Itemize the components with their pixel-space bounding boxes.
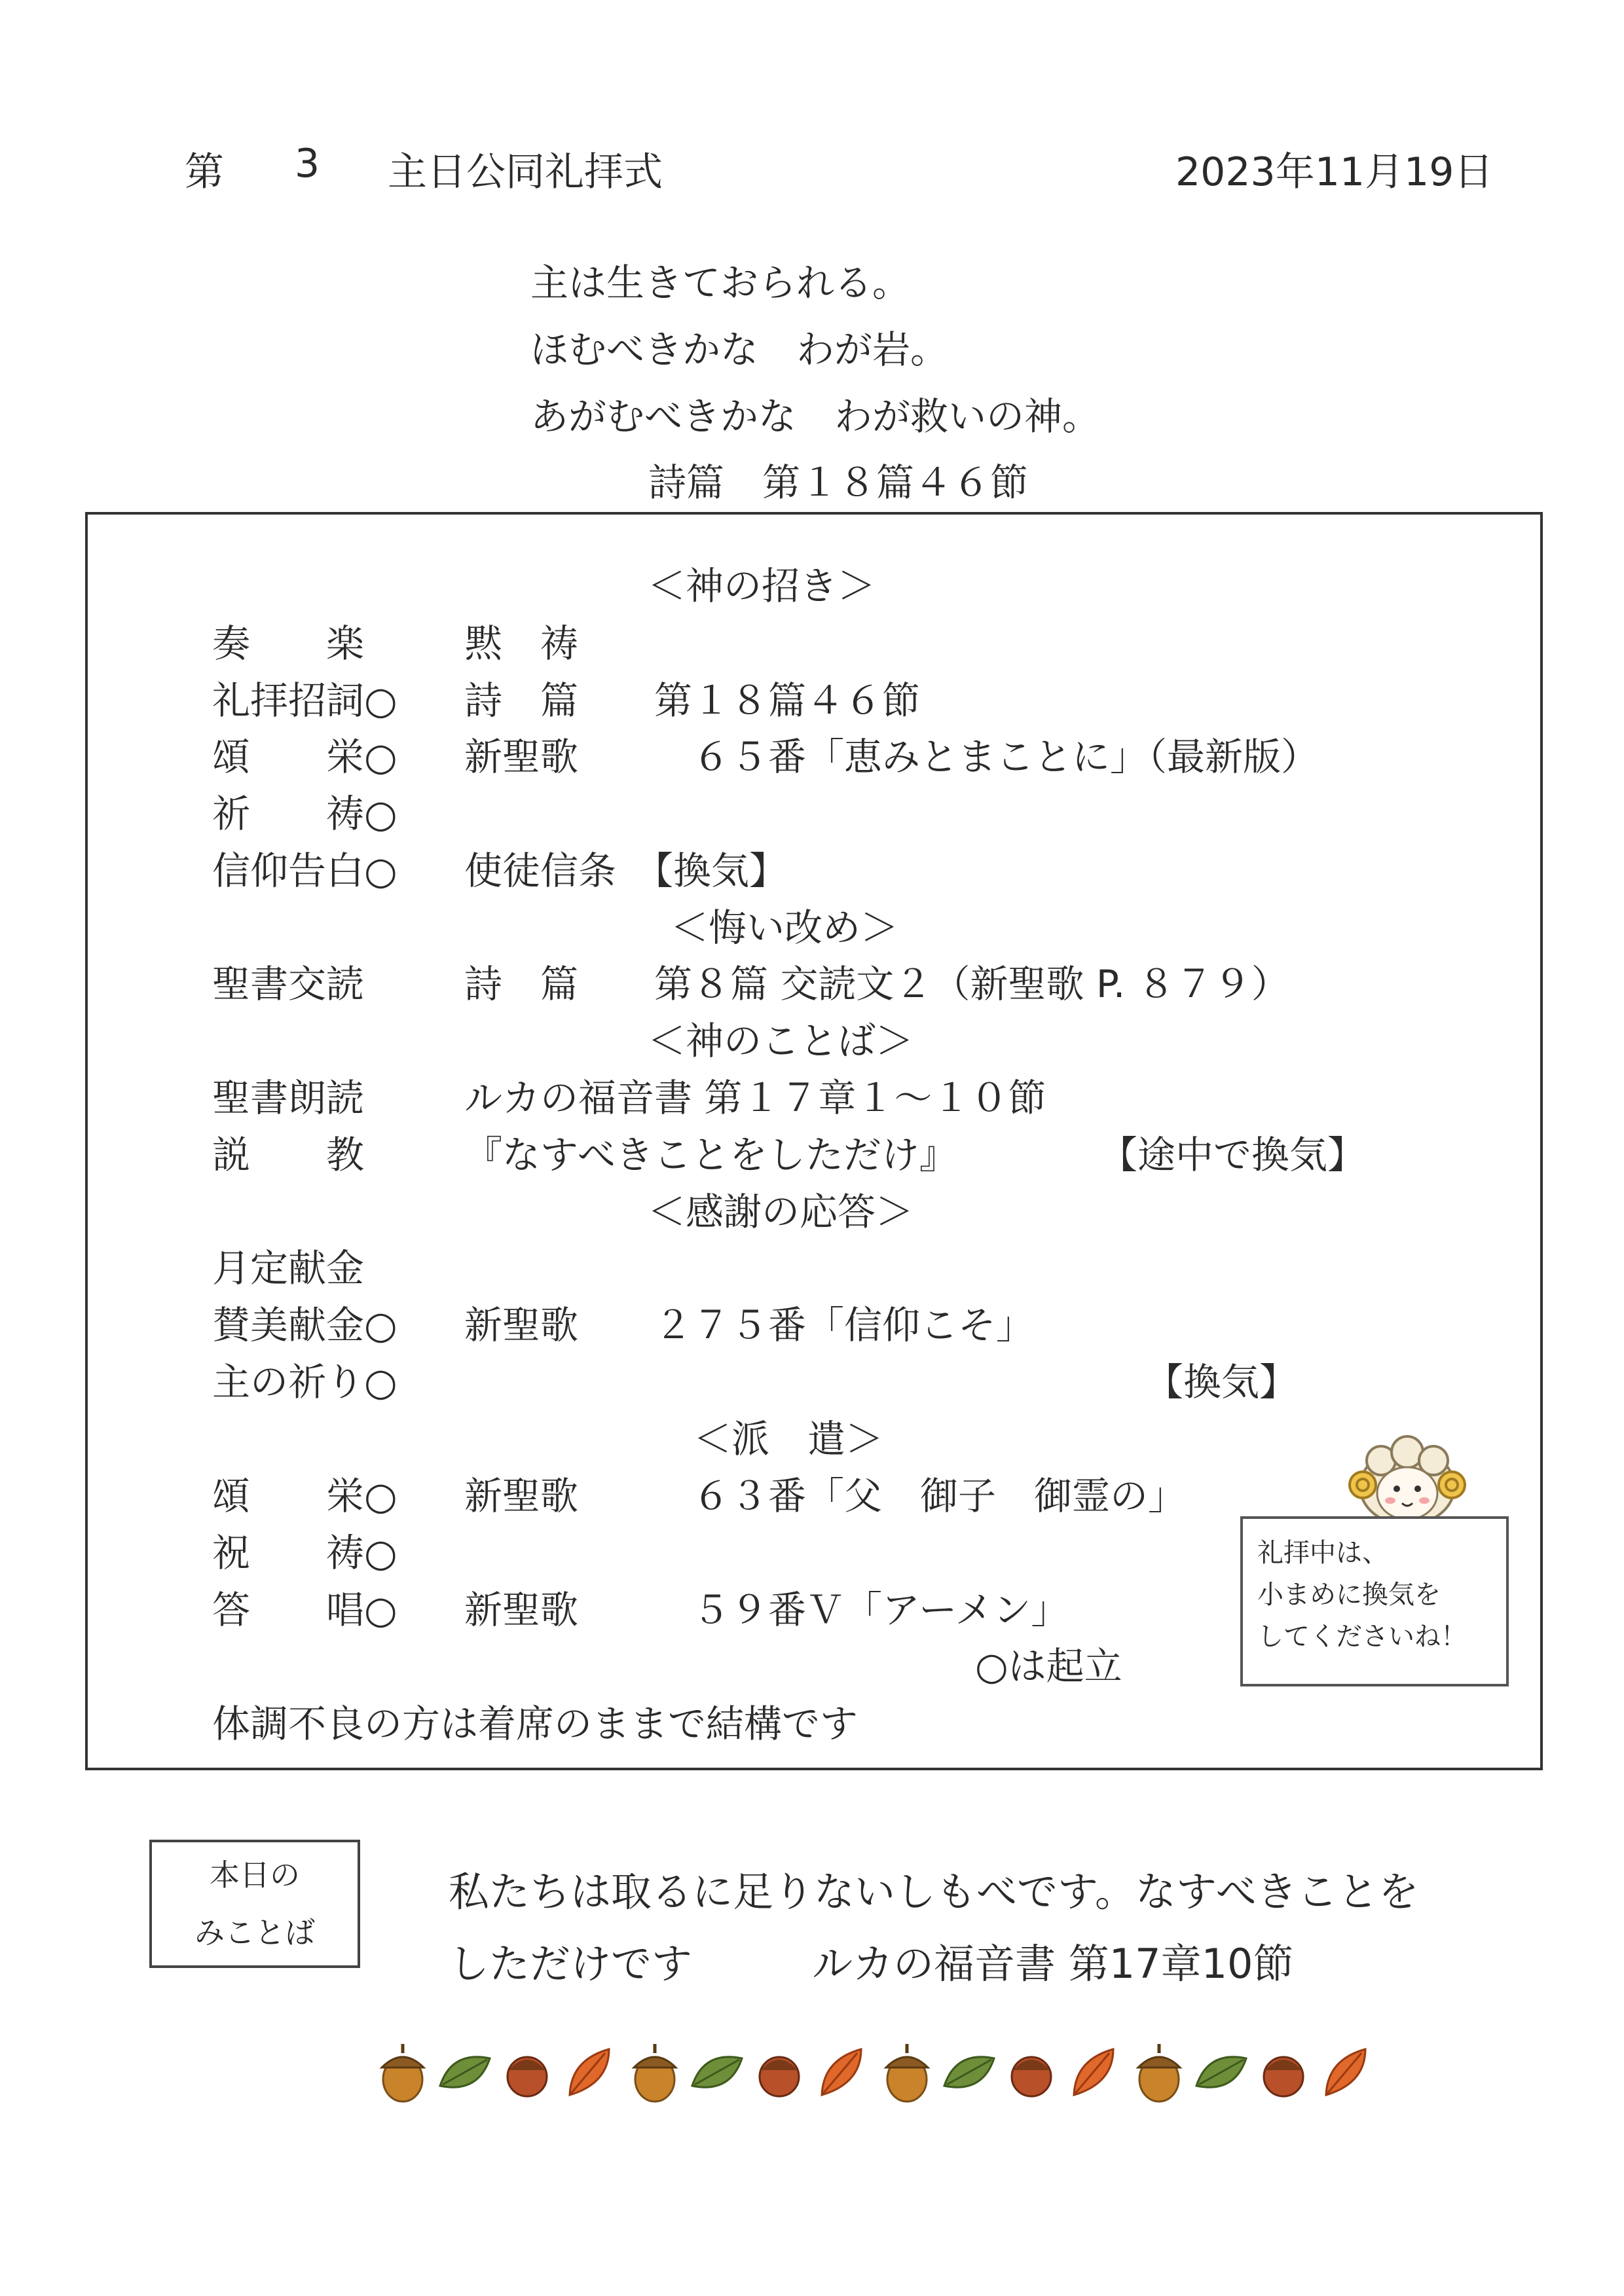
order-content: 使徒信条 【換気】 <box>464 848 788 893</box>
order-content: 新聖歌 ５９番Ｖ「アーメン」 <box>464 1588 1069 1632</box>
service-prefix: 第 <box>185 149 224 195</box>
verse-citation: 詩篇 第１８篇４６節 <box>648 460 1029 505</box>
verse-line-3: あがむべきかな わが救いの神。 <box>530 394 1101 439</box>
service-date: 2023年11月19日 <box>1175 149 1494 195</box>
todays-word-label <box>149 1840 360 1968</box>
order-label: 説 教 <box>212 1133 365 1177</box>
sermon-ventilation-note: 【途中で換気】 <box>1099 1133 1366 1177</box>
sermon-title: 『なすべきことをしただけ』 <box>464 1133 957 1177</box>
todays-word-citation: ルカの福音書 第17章10節 <box>812 1940 1294 1988</box>
order-label: 月定献金 <box>212 1246 365 1290</box>
order-label: 頌 栄○ <box>212 735 397 779</box>
service-number: 3 <box>295 141 320 187</box>
reminder-line: 礼拝中は、 <box>1257 1538 1388 1568</box>
order-label: 祝 祷○ <box>212 1531 397 1575</box>
todays-word-line-1: 私たちは取るに足りないしもべです。なすべきことを <box>449 1868 1419 1916</box>
order-label: 主の祈り○ <box>212 1360 397 1404</box>
service-title: 主日公同礼拝式 <box>388 149 663 195</box>
section-word: ＜神のことば＞ <box>648 1019 914 1063</box>
order-content: 黙 祷 <box>464 621 579 666</box>
order-of-worship <box>85 512 1543 1770</box>
order-label: 奏 楽 <box>212 621 365 666</box>
order-content: 詩 篇 第８篇 交読文２（新聖歌 P. ８７９） <box>464 962 1289 1006</box>
order-label: 祈 祷○ <box>212 792 397 836</box>
order-label: 答 唱○ <box>212 1588 397 1632</box>
order-label: 聖書交読 <box>212 962 365 1006</box>
order-content: 新聖歌 ６３番「父 御子 御霊の」 <box>464 1474 1187 1518</box>
reminder-line: 小まめに換気を <box>1257 1580 1441 1610</box>
order-label: 頌 栄○ <box>212 1474 397 1518</box>
standing-note: ○は起立 <box>975 1644 1122 1688</box>
order-content: 詩 篇 第１８篇４６節 <box>464 678 921 723</box>
verse-line-2: ほむべきかな わが岩。 <box>530 327 949 372</box>
reminder-line: してくださいね！ <box>1257 1622 1467 1652</box>
order-label: 礼拝招詞○ <box>212 678 397 723</box>
prayer-ventilation-note: 【換気】 <box>1145 1360 1298 1404</box>
order-label: 信仰告白○ <box>212 848 397 893</box>
todays-word-label-line: 本日の <box>210 1857 300 1893</box>
section-repentance: ＜悔い改め＞ <box>671 905 899 950</box>
section-invitation: ＜神の招き＞ <box>648 564 876 608</box>
health-note: 体調不良の方は着席のままで結構です <box>212 1702 858 1746</box>
todays-word-label-line: みことば <box>194 1915 315 1950</box>
section-response: ＜感謝の応答＞ <box>648 1190 914 1234</box>
order-content: 新聖歌 ６５番「恵みとまことに」（最新版） <box>464 735 1320 779</box>
ventilation-reminder-sign <box>1240 1516 1509 1686</box>
todays-word-line-2: しただけです <box>449 1940 693 1988</box>
order-content: ルカの福音書 第１７章１～１０節 <box>464 1076 1046 1120</box>
section-sending: ＜派 遣＞ <box>693 1417 884 1461</box>
verse-line-1: 主は生きておられる。 <box>530 261 911 305</box>
order-content: 新聖歌 ２７５番「信仰こそ」 <box>464 1303 1035 1347</box>
autumn-decoration <box>373 2035 1382 2107</box>
order-label: 賛美献金○ <box>212 1303 397 1347</box>
order-label: 聖書朗読 <box>212 1076 365 1120</box>
